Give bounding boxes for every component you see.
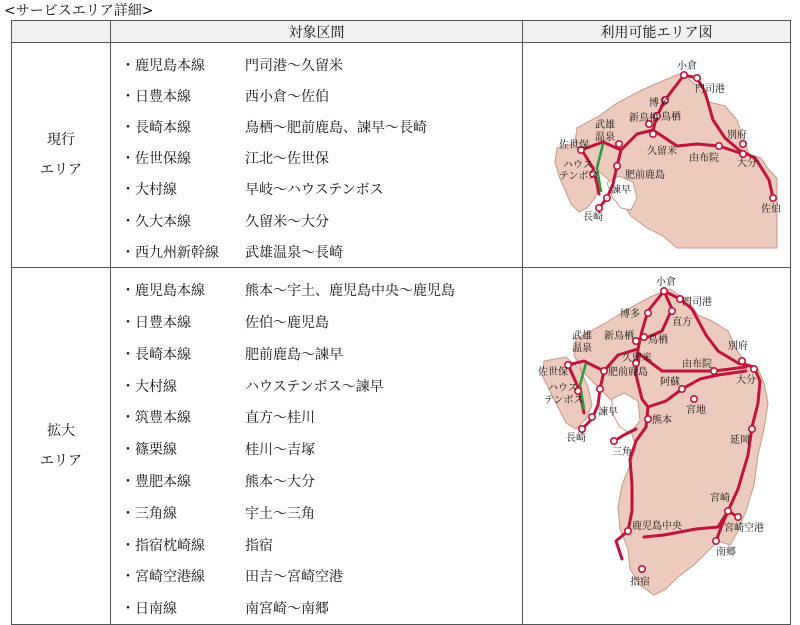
label-sasebo: 佐世保 <box>558 140 589 152</box>
label-nogata: 直方 <box>671 317 692 329</box>
label-beppu: 別府 <box>726 130 747 142</box>
line-name: ・鹿児島本線 <box>121 283 205 300</box>
station-beppu-dot <box>738 358 744 364</box>
line-section: 鳥栖～肥前鹿島、諫早～長崎 <box>245 119 427 136</box>
line-name: ・大村線 <box>121 378 177 395</box>
station-oita-dot <box>750 366 756 372</box>
line-name: ・長崎本線 <box>121 119 191 136</box>
station-hakata-dot <box>644 310 650 316</box>
header-blank <box>12 21 111 43</box>
label-nagasaki: 長崎 <box>565 433 586 445</box>
line-name: ・日豊本線 <box>121 315 191 331</box>
list-item <box>111 49 522 80</box>
station-miyazaki-airport-dot <box>734 514 740 520</box>
line-section: 直方～桂川 <box>245 410 315 427</box>
label-kurume: 久留米 <box>646 146 677 158</box>
label-nango: 南郷 <box>715 547 736 559</box>
line-section: 熊本～大分 <box>245 473 315 490</box>
section-title: <サービスエリア詳細> <box>4 3 154 19</box>
label-misumi: 三角 <box>611 447 632 459</box>
station-isahaya-dot <box>588 414 594 420</box>
expanded-label-line2: エリア <box>40 453 82 470</box>
list-item <box>111 174 522 205</box>
expanded-area-map <box>532 279 782 609</box>
label-isahaya: 諫早 <box>597 407 618 419</box>
current-area-row <box>12 43 791 268</box>
list-item <box>111 465 522 497</box>
line-section: 桂川～吉塚 <box>245 442 315 459</box>
label-htb-1: ハウス <box>547 383 578 395</box>
current-area-map <box>537 58 781 248</box>
label-takeo-1: 武雄 <box>571 331 592 343</box>
label-miyazaki-airport: 宮崎空港 <box>723 523 764 535</box>
station-tosu-dot <box>640 334 646 340</box>
list-item <box>111 529 522 561</box>
label-shintosu: 新鳥栖 <box>603 331 634 343</box>
label-kokura: 小倉 <box>676 61 697 73</box>
label-hakata: 博多 <box>619 309 640 321</box>
station-nobeoka-dot <box>748 426 754 432</box>
label-takeo-2: 温泉 <box>571 343 592 355</box>
current-lines-list <box>111 43 523 268</box>
label-takeo-2: 温泉 <box>594 132 615 144</box>
line-name: ・西九州新幹線 <box>121 244 219 261</box>
label-htb-1: ハウス <box>562 160 593 172</box>
line-section: 江北～佐世保 <box>245 151 329 168</box>
label-yufuin: 由布院 <box>681 359 712 371</box>
table-header-row <box>12 21 791 43</box>
line-section: 門司港～久留米 <box>245 57 343 74</box>
current-area-map-cell <box>523 43 791 268</box>
header-map: 利用可能エリア図 <box>523 21 791 43</box>
list-item <box>111 592 522 624</box>
station-nogata-dot <box>668 308 674 314</box>
line-section: 肥前鹿島～諫早 <box>245 346 343 363</box>
line-name: ・大村線 <box>121 182 177 199</box>
line-section: 熊本～宇土、鹿児島中央～鹿児島 <box>245 283 455 300</box>
line-name: ・指宿枕崎線 <box>121 537 205 554</box>
list-item <box>111 236 522 267</box>
label-ibusuki: 指宿 <box>629 577 650 589</box>
line-name: ・鹿児島本線 <box>121 57 205 74</box>
line-section: 宇土～三角 <box>245 505 315 522</box>
list-item <box>111 306 522 338</box>
line-name: ・三角線 <box>121 505 177 522</box>
label-takeo-1: 武雄 <box>594 120 615 132</box>
station-oita-dot <box>739 151 745 157</box>
list-item <box>111 143 522 174</box>
list-item <box>111 433 522 465</box>
station-nagasaki-dot <box>578 426 584 432</box>
line-name: ・久大本線 <box>121 213 191 230</box>
label-kagoshimachuo: 鹿児島中央 <box>631 521 682 533</box>
label-kumamoto: 熊本 <box>651 415 672 427</box>
list-item <box>111 205 522 236</box>
station-isahaya-dot <box>603 195 609 201</box>
label-hizenkashima: 肥前鹿島 <box>607 367 648 379</box>
station-takeo-dot <box>615 141 621 147</box>
list-item <box>111 80 522 111</box>
line-name: ・日南線 <box>121 601 177 618</box>
label-sasebo: 佐世保 <box>537 367 568 379</box>
list-item <box>111 370 522 402</box>
station-kumamoto-dot <box>644 416 650 422</box>
station-yufuin-dot <box>715 143 721 149</box>
line-section: 田吉～宮崎空港 <box>245 569 343 586</box>
label-hizenkashima: 肥前鹿島 <box>624 170 665 182</box>
label-miyaji: 宮地 <box>685 405 706 417</box>
label-mojiko: 門司港 <box>694 84 725 96</box>
line-section: 久留米～大分 <box>245 213 329 230</box>
current-label-line2: エリア <box>40 162 82 179</box>
list-item <box>111 560 522 592</box>
station-ibusuki-dot <box>638 566 644 572</box>
label-kokura: 小倉 <box>655 277 676 289</box>
station-beppu-dot <box>739 141 745 147</box>
station-saiki-dot <box>769 195 775 201</box>
station-nango-dot <box>712 538 718 544</box>
line-name: ・日豊本線 <box>121 88 191 105</box>
expanded-area-map-cell <box>523 268 791 625</box>
current-label-line1: 現行 <box>47 132 75 149</box>
label-hakata: 博多 <box>648 98 669 110</box>
label-tosu: 鳥栖 <box>660 112 681 124</box>
header-section: 対象区間 <box>111 21 523 43</box>
station-miyazaki-dot <box>724 508 730 514</box>
label-beppu: 別府 <box>727 341 748 353</box>
line-section: 佐伯～鹿児島 <box>245 315 329 331</box>
station-hizenkashima-dot <box>596 386 602 392</box>
label-shintosu: 新鳥栖 <box>628 113 659 125</box>
expanded-label-line1: 拡大 <box>47 423 75 440</box>
line-section: 武雄温泉～長崎 <box>245 244 343 261</box>
line-name: ・筑豊本線 <box>121 410 191 427</box>
station-kurume-dot <box>649 131 655 137</box>
line-section: 指宿 <box>245 537 273 554</box>
expanded-area-row <box>12 268 791 625</box>
label-oita: 大分 <box>735 375 756 387</box>
label-isahaya: 諫早 <box>610 185 631 197</box>
station-kokura-dot <box>680 72 686 78</box>
label-saiki: 佐伯 <box>760 204 781 216</box>
label-mojiko: 門司港 <box>681 297 712 309</box>
list-item <box>111 274 522 306</box>
label-htb-2: テンボス <box>558 171 598 183</box>
label-oita: 大分 <box>736 158 757 170</box>
label-nagasaki: 長崎 <box>582 212 603 224</box>
list-item <box>111 338 522 370</box>
line-name: ・佐世保線 <box>121 151 191 168</box>
station-miyaji-dot <box>690 396 696 402</box>
line-section: ハウステンボス～諫早 <box>245 378 384 395</box>
station-hizenkashima-dot <box>613 163 619 169</box>
expanded-area-label <box>12 268 111 625</box>
line-name: ・長崎本線 <box>121 346 191 363</box>
service-area-table <box>11 20 791 625</box>
label-miyazaki: 宮崎 <box>709 493 730 505</box>
line-name: ・豊肥本線 <box>121 473 191 490</box>
label-yufuin: 由布院 <box>688 153 719 165</box>
current-area-label <box>12 43 111 268</box>
label-kurume: 久留米 <box>621 353 652 365</box>
list-item <box>111 111 522 142</box>
list-item <box>111 497 522 529</box>
line-section: 早岐～ハウステンボス <box>245 182 384 199</box>
station-kokura-dot <box>660 288 666 294</box>
label-tosu: 鳥栖 <box>647 335 668 347</box>
station-misumi-dot <box>610 438 616 444</box>
station-mojiko-dot <box>693 75 699 81</box>
station-takeo-dot <box>600 368 606 374</box>
expanded-lines-list <box>111 268 523 625</box>
label-aso: 阿蘇 <box>659 377 680 389</box>
list-item <box>111 402 522 434</box>
station-nagasaki-dot <box>595 205 601 211</box>
label-nobeoka: 延岡 <box>729 435 750 447</box>
label-htb-2: テンボス <box>543 395 583 407</box>
line-section: 南宮崎～南郷 <box>245 601 329 618</box>
line-name: ・篠栗線 <box>121 442 177 459</box>
station-kagoshimachuo-dot <box>624 528 630 534</box>
line-section: 西小倉～佐伯 <box>245 88 329 105</box>
line-name: ・宮崎空港線 <box>121 569 205 586</box>
